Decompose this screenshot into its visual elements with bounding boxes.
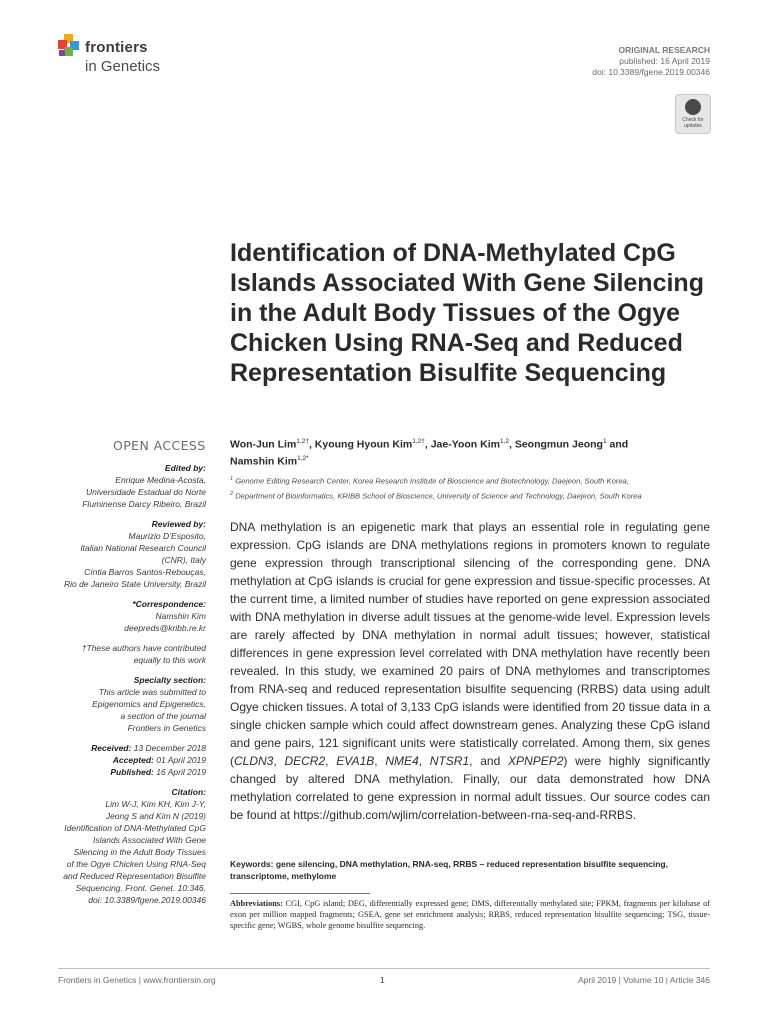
reviewer-affiliation: Italian National Research Council <box>80 543 206 553</box>
article-type: ORIGINAL RESEARCH <box>618 45 710 55</box>
reviewer-affiliation: Rio de Janeiro State University, Brazil <box>63 579 206 589</box>
citation-line: Sequencing. Front. Genet. 10:346. <box>75 883 206 893</box>
specialty-line: Epigenomics and Epigenetics, <box>92 699 206 709</box>
affiliation-2 <box>230 488 720 503</box>
abstract-text: ) were highly significantly changed by altered DNA methylation. Finally, our data demonstrated how DNA methylation correlated to gene expression in normal adult tissues. Our source codes can be found at https://github.com/wjlim/correlation-between-rna-seq-and-RRBS. <box>230 754 711 822</box>
author-affiliation-mark: 1,2† <box>296 438 309 445</box>
specialty-line: a section of the journal <box>120 711 206 721</box>
citation-line: Islands Associated With Gene <box>93 835 206 845</box>
contribution-note: equally to this work <box>133 655 206 665</box>
affiliation-1 <box>230 473 720 488</box>
abbreviations-text: CGI, CpG island; DEG, differentially expressed gene; DMS, differentially methylated site; FPKM, fragments per kilobase of exon per million mapped fragments; GSEA, gene set enrichment analysis; RRBS, reduced representation bisulfite sequencing; TSG, tissue-specific gene; WGBS, whole genome bisulfite sequencing. <box>230 899 710 930</box>
check-for-updates-badge[interactable] <box>675 94 711 134</box>
reviewer-affiliation: (CNR), Italy <box>161 555 206 565</box>
author-affiliation-mark: 1 <box>602 438 607 445</box>
divider <box>230 893 370 894</box>
author-name[interactable]: Kyoung Hyoun Kim <box>314 438 413 451</box>
open-access-label: OPEN ACCESS <box>113 438 206 453</box>
footer-divider <box>58 968 710 969</box>
author-name[interactable]: Namshin Kim <box>230 455 298 467</box>
journal-subtitle: in Genetics <box>85 58 161 75</box>
correspondence-label: *Correspondence: <box>132 599 206 609</box>
gene-name: NME4 <box>385 754 419 768</box>
published-label: Published: <box>110 767 154 777</box>
separator: , <box>325 754 337 768</box>
separator: , <box>273 754 285 768</box>
frontiers-logo-icon <box>58 34 80 58</box>
citation-line: of the Ogye Chicken Using RNA-Seq <box>66 859 206 869</box>
correspondence-name: Namshin Kim <box>155 611 206 621</box>
citation-line: Lim W-J, Kim KH, Kim J-Y, <box>105 799 206 809</box>
citation-line: Silencing in the Adult Body Tissues <box>73 847 206 857</box>
citation-line: and Reduced Representation Bisulfite <box>63 871 206 881</box>
affiliation-text: Department of Bioinformatics, KRIBB School of Bioscience, University of Science and Technology, Daejeon, South Korea <box>235 491 642 501</box>
separator: , <box>418 754 430 768</box>
author-name[interactable]: Won-Jun Lim <box>230 438 297 451</box>
abbreviations-label: Abbreviations: <box>230 899 283 908</box>
reviewer-name: Cíntia Barros Santos-Rebouças, <box>84 567 206 577</box>
citation-line: Jeong S and Kim N (2019) <box>105 811 206 821</box>
editor-name: Enrique Medina-Acosta, <box>115 475 206 485</box>
author-conjunction: and <box>609 438 629 451</box>
reviewer-name: Maurizio D’Esposito, <box>128 531 206 541</box>
specialty-line: Frontiers in Genetics <box>127 723 206 733</box>
gene-name: NTSR1 <box>429 754 470 768</box>
affiliation-number: 1 <box>230 476 234 482</box>
article-meta-header <box>592 45 710 78</box>
published-date-row <box>40 766 206 778</box>
editor-affiliation: Fluminense Darcy Ribeiro, Brazil <box>82 499 206 509</box>
affiliation-text: Genome Editing Research Center, Korea Research Institute of Bioscience and Biotechnology, Daejeon, South Korea, <box>235 476 629 486</box>
abbreviations <box>230 898 710 931</box>
author-list: Won-Jun Lim$^{1,2\dagger}$, Kyoung Hyoun Kim$^{1,2\dagger}$, Jae-Yoon Kim$^{1,2}$, Seongmun Jeong$^1$ and Namshin Kim$^{1,2*}$ <box>230 438 629 467</box>
page-number: 1 <box>380 975 385 985</box>
doi: doi: 10.3389/fgene.2019.00346 <box>592 67 710 77</box>
edited-by-label: Edited by: <box>164 463 206 473</box>
gene-name: DECR2 <box>284 754 326 768</box>
keywords: Keywords: gene silencing, DNA methylation, RNA-seq, RRBS – reduced representation bisulfite sequencing, transcriptome, methylome <box>230 859 668 881</box>
received-date: 13 December 2018 <box>133 743 206 753</box>
gene-name: EVA1B <box>336 754 375 768</box>
affiliation-number: 2 <box>230 490 234 497</box>
journal-logo <box>58 34 188 80</box>
journal-brand: frontiers <box>85 39 148 56</box>
author-affiliation-mark: 1,2* <box>297 454 309 462</box>
contribution-note: †These authors have contributed <box>81 643 206 653</box>
accepted-label: Accepted: <box>112 755 154 765</box>
reviewed-by-label: Reviewed by: <box>151 519 206 529</box>
footer-journal-link[interactable]: Frontiers in Genetics | www.frontiersin.org <box>58 975 216 985</box>
author-affiliation-mark: 1,2 <box>499 438 509 445</box>
specialty-section-label: Specialty section: <box>133 675 206 685</box>
received-date-row <box>40 742 206 754</box>
accepted-date: 01 April 2019 <box>156 755 206 765</box>
author-name[interactable]: Jae-Yoon Kim <box>430 438 500 451</box>
check-updates-label: Check for updates <box>682 117 704 129</box>
article-sidebar <box>40 462 206 906</box>
citation-label: Citation: <box>171 787 206 797</box>
published-date: published: 16 April 2019 <box>619 56 710 66</box>
specialty-line: This article was submitted to <box>98 687 206 697</box>
check-updates-icon <box>685 99 701 115</box>
editor-affiliation: Universidade Estadual do Norte <box>85 487 206 497</box>
accepted-date-row <box>40 754 206 766</box>
gene-name: CLDN3 <box>234 754 274 768</box>
affiliations <box>230 473 720 502</box>
received-label: Received: <box>91 743 132 753</box>
author-affiliation-mark: 1,2† <box>412 438 425 445</box>
correspondence-email[interactable]: deepreds@kribb.re.kr <box>124 623 206 633</box>
citation-doi[interactable]: doi: 10.3389/fgene.2019.00346 <box>88 895 206 905</box>
abstract <box>230 518 710 824</box>
citation-line: Identification of DNA-Methylated CpG <box>64 823 206 833</box>
footer-issue-info: April 2019 | Volume 10 | Article 346 <box>578 975 710 985</box>
abstract-text: DNA methylation is an epigenetic mark that plays an essential role in regulating gene expression. CpG islands are DNA methylations regions in promoters known to regulate gene expression through transcriptional silencing of the corresponding gene. DNA methylation at CpG islands is crucial for gene expression and tissue-specific processes. At the current time, a limited number of studies have reported on gene expression associated with DNA methylation in diverse adult tissues at the genome-wide level. Expression levels are rarely affected by DNA methylation in normal adult tissues; however, statistical differences in gene expression level correlated with DNA methylation have recently been revealed. In this study, we examined 20 pairs of DNA methylomes and transcriptomes from RNA-seq and reduced representation bisulfite sequencing (RRBS) data using adult Ogye chicken tissues. A total of 3,133 CpG islands were identified from 20 tissue data in a single chicken sample which could affect downstream genes. Analyzing these CpG island and gene pairs, 121 significant units were statistically correlated. Among them, six genes ( <box>230 520 710 768</box>
separator: , <box>374 754 386 768</box>
author-name[interactable]: Seongmun Jeong <box>514 438 603 451</box>
article-title: Identification of DNA-Methylated CpG Islands Associated With Gene Silencing in the Adult Body Tissues of the Ogye Chicken Using RNA-Seq and Reduced Representation Bisulfite Sequencing <box>230 239 704 387</box>
published-date-value: 16 April 2019 <box>156 767 206 777</box>
separator: , and <box>469 754 509 768</box>
gene-name: XPNPEP2 <box>508 754 564 768</box>
